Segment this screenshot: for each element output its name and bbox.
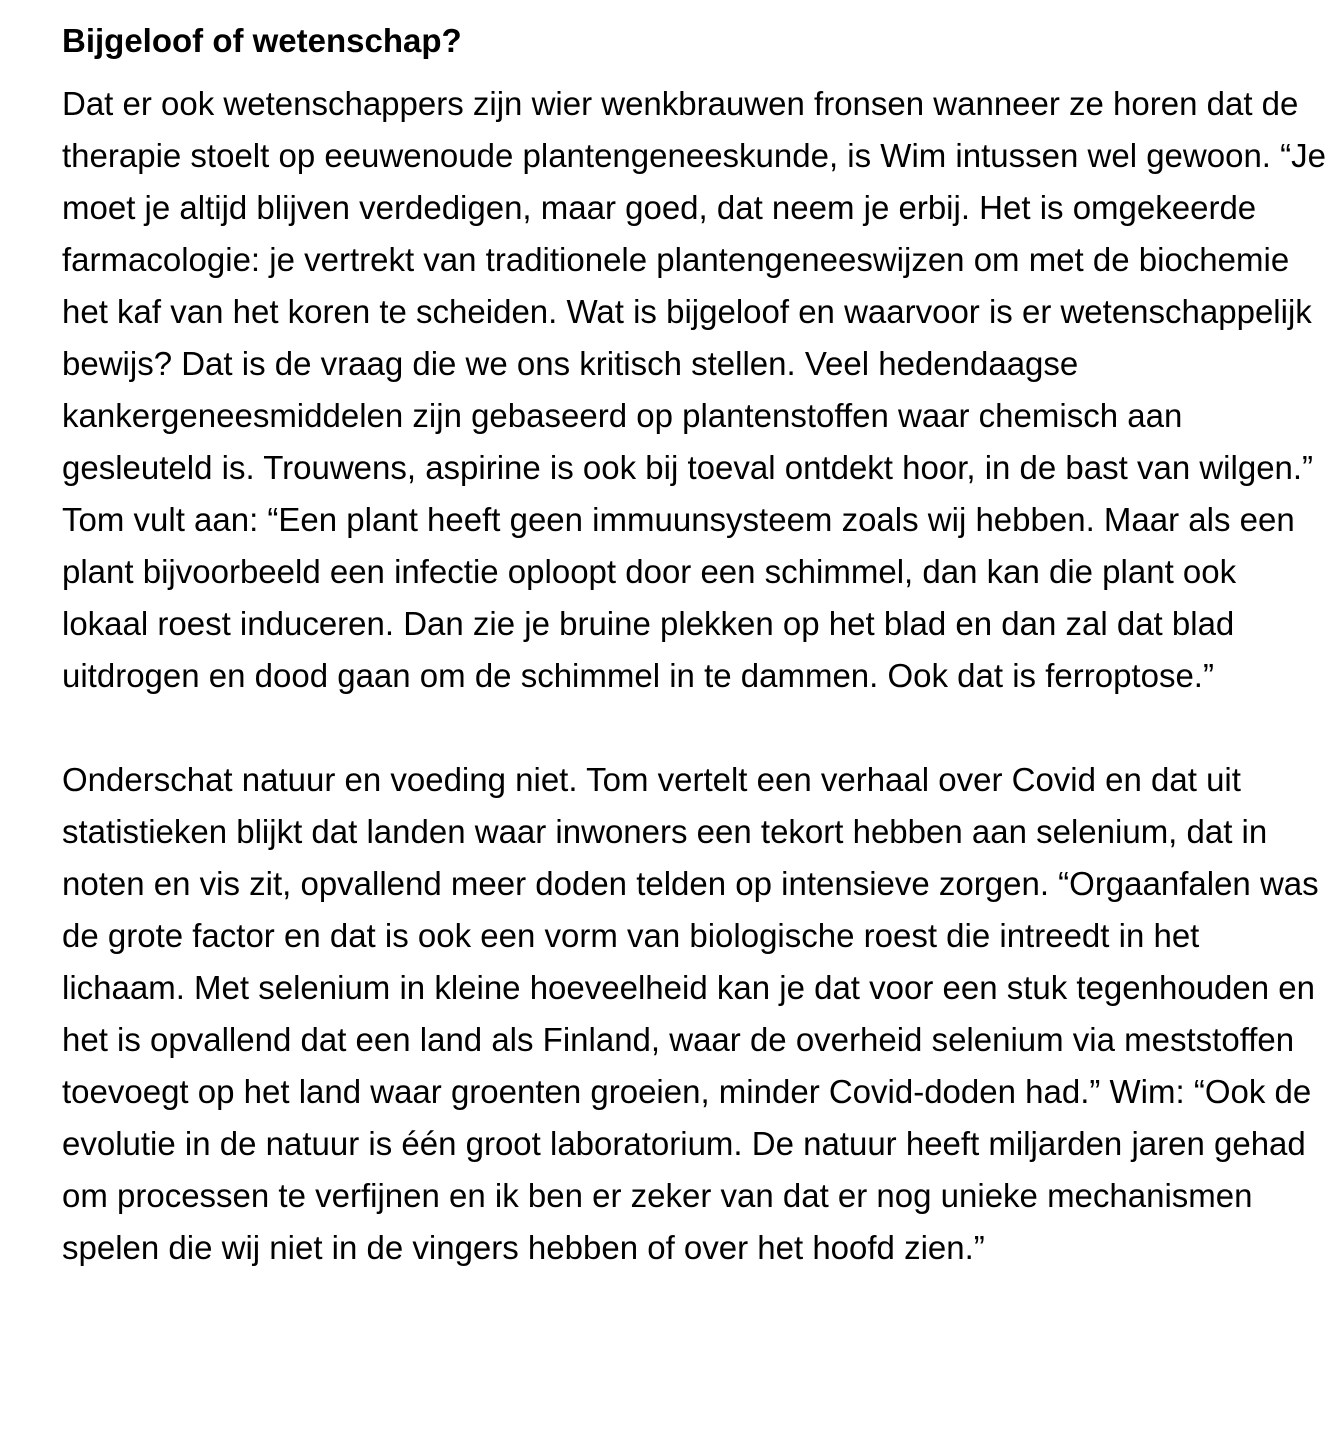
article-paragraph-1: Dat er ook wetenschappers zijn wier wenkbrauwen fronsen wanneer ze horen dat de therapie stoelt op eeuwenoude plantengeneeskunde, is Wim intussen wel gewoon. “Je moet je altijd blijven verdedigen, maar goed, dat neem je erbij. Het is omgekeerde farmacologie: je vertrekt van traditionele plantengeneeswijzen om met de biochemie het kaf van het koren te scheiden. Wat is bijgeloof en waarvoor is er wetenschappelijk bewijs? Dat is de vraag die we ons kritisch stellen. Veel hedendaagse kankergeneesmiddelen zijn gebaseerd op plantenstoffen waar chemisch aan gesleuteld is. Trouwens, aspirine is ook bij toeval ontdekt hoor, in de bast van wilgen.” Tom vult aan: “Een plant heeft geen immuunsysteem zoals wij hebben. Maar als een plant bijvoorbeeld een infectie oploopt door een schimmel, dan kan die plant ook lokaal roest induceren. Dan zie je bruine plekken op het blad en dan zal dat blad uitdrogen en dood gaan om de schimmel in te dammen. Ook dat is ferroptose.” — [62, 85, 1326, 694]
article-paragraph-2: Onderschat natuur en voeding niet. Tom vertelt een verhaal over Covid en dat uit statistieken blijkt dat landen waar inwoners een tekort hebben aan selenium, dat in noten en vis zit, opvallend meer doden telden op intensieve zorgen. “Orgaanfalen was de grote factor en dat is ook een vorm van biologische roest die intreedt in het lichaam. Met selenium in kleine hoeveelheid kan je dat voor een stuk tegenhouden en het is opvallend dat een land als Finland, waar de overheid selenium via meststoffen toevoegt op het land waar groenten groeien, minder Covid-doden had.” Wim: “Ook de evolutie in de natuur is één groot laboratorium. De natuur heeft miljarden jaren gehad om processen te verfijnen en ik ben er zeker van dat er nog unieke mechanismen spelen die wij niet in de vingers hebben of over het hoofd zien.” — [62, 761, 1319, 1266]
article-title: Bijgeloof of wetenschap? — [62, 22, 462, 59]
